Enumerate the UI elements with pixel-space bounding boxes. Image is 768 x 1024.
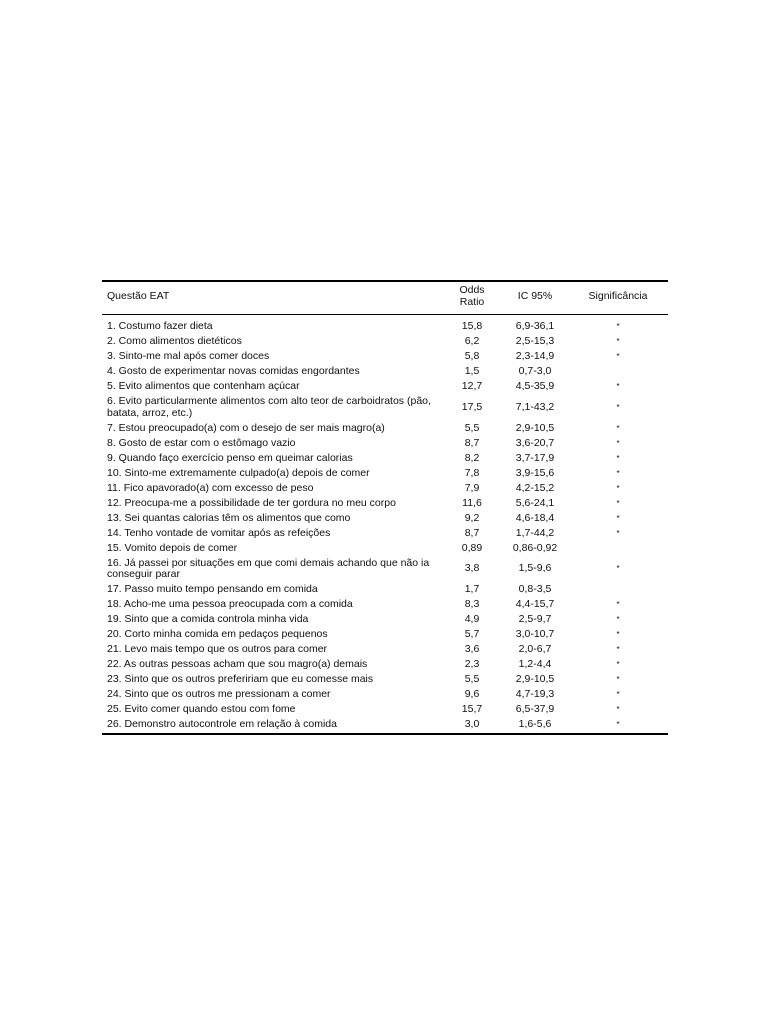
cell-odds-ratio: 8,7 [464, 526, 480, 539]
eat-odds-ratio-table [102, 280, 668, 735]
cell-significance: * [616, 630, 620, 639]
cell-significance: * [616, 382, 620, 391]
cell-question: 13. Sei quantas calorias têm os alimentos que como [107, 511, 351, 524]
cell-significance: * [616, 705, 620, 714]
cell-odds-ratio: 12,7 [461, 380, 483, 392]
cell-question: 8. Gosto de estar com o estômago vazio [107, 436, 296, 449]
cell-ic95: 2,3-14,9 [515, 350, 555, 362]
cell-odds-ratio: 5,8 [464, 350, 480, 362]
cell-odds-ratio: 5,5 [464, 673, 480, 685]
table-row [102, 658, 668, 673]
table-row [102, 526, 668, 541]
cell-question: 12. Preocupa-me a possibilidade de ter gordura no meu corpo [107, 496, 396, 509]
table-row [102, 643, 668, 658]
table-row [102, 466, 668, 481]
table-row [102, 380, 668, 395]
table-row [102, 421, 668, 436]
cell-ic95: 1,7-44,2 [515, 526, 555, 539]
cell-ic95: 0,86-0,92 [512, 541, 558, 554]
table-row [102, 335, 668, 350]
header-significance: Significância [588, 289, 648, 302]
header-odds-ratio [442, 281, 502, 315]
cell-ic95: 0,8-3,5 [518, 583, 552, 595]
cell-ic95: 2,5-9,7 [518, 613, 552, 625]
cell-odds-ratio: 3,8 [464, 562, 480, 575]
table-row [102, 365, 668, 380]
cell-question: 3. Sinto-me mal após comer doces [107, 350, 270, 362]
cell-ic95: 1,6-5,6 [518, 718, 552, 730]
cell-ic95: 3,9-15,6 [515, 466, 555, 479]
cell-ic95: 2,0-6,7 [518, 643, 552, 655]
cell-ic95: 0,7-3,0 [518, 365, 552, 377]
cell-significance [568, 541, 668, 556]
cell-significance: * [616, 483, 620, 493]
cell-question: 1. Costumo fazer dieta [107, 320, 213, 332]
cell-ic95: 2,9-10,5 [515, 673, 555, 685]
cell-significance: * [616, 402, 620, 412]
cell-ic95: 1,5-9,6 [518, 562, 552, 575]
cell-odds-ratio: 15,7 [461, 703, 483, 715]
cell-ic95: 4,6-18,4 [515, 511, 555, 524]
cell-ic95: 4,4-15,7 [515, 598, 555, 610]
table-row [102, 481, 668, 496]
cell-question: 4. Gosto de experimentar novas comidas engordantes [107, 365, 360, 377]
table-row [102, 496, 668, 511]
cell-question: 11. Fico apavorado(a) com excesso de peso [107, 481, 314, 494]
cell-question: 26. Demonstro autocontrole em relação à comida [107, 718, 337, 730]
cell-significance: * [616, 322, 620, 331]
cell-question: 20. Corto minha comida em pedaços pequenos [107, 628, 328, 640]
cell-significance: * [616, 438, 620, 448]
cell-odds-ratio: 1,5 [464, 365, 480, 377]
table-row [102, 541, 668, 556]
cell-question: 10. Sinto-me extremamente culpado(a) depois de comer [107, 466, 370, 479]
header-question: Questão EAT [107, 289, 170, 302]
cell-ic95: 4,5-35,9 [515, 380, 555, 392]
header-odds-ratio-label: Odds Ratio [459, 284, 485, 308]
header-row [102, 281, 668, 315]
cell-odds-ratio: 1,7 [464, 583, 480, 595]
cell-significance: * [616, 468, 620, 478]
cell-odds-ratio: 5,5 [464, 421, 480, 434]
table-row [102, 451, 668, 466]
cell-ic95: 1,2-4,4 [518, 658, 552, 670]
cell-odds-ratio: 3,0 [464, 718, 480, 730]
table-row [102, 556, 668, 583]
cell-significance: * [616, 600, 620, 609]
cell-significance: * [616, 645, 620, 654]
table-row [102, 613, 668, 628]
cell-significance: * [616, 564, 620, 574]
table-row [102, 395, 668, 422]
cell-ic95: 3,6-20,7 [515, 436, 555, 449]
cell-significance [568, 583, 668, 598]
cell-significance: * [616, 660, 620, 669]
header-ic95: IC 95% [517, 289, 553, 302]
cell-odds-ratio: 0,89 [461, 541, 483, 554]
cell-odds-ratio: 4,9 [464, 613, 480, 625]
cell-question: 2. Como alimentos dietéticos [107, 335, 242, 347]
cell-question: 23. Sinto que os outros prefeririam que eu comesse mais [107, 673, 374, 685]
cell-significance: * [616, 615, 620, 624]
cell-odds-ratio: 17,5 [461, 400, 483, 413]
cell-question: 14. Tenho vontade de vomitar após as refeições [107, 526, 331, 539]
cell-question: 21. Levo mais tempo que os outros para comer [107, 643, 328, 655]
cell-ic95: 4,7-19,3 [515, 688, 555, 700]
cell-question: 7. Estou preocupado(a) com o desejo de ser mais magro(a) [107, 421, 385, 434]
table-row [102, 598, 668, 613]
cell-question: 18. Acho-me uma pessoa preocupada com a comida [107, 598, 353, 610]
cell-question: 19. Sinto que a comida controla minha vida [107, 613, 309, 625]
cell-question: 6. Evito particularmente alimentos com alto teor de carboidratos (pão, batata, arroz, etc.) [107, 395, 431, 419]
eat-odds-ratio-table-container [102, 280, 668, 735]
cell-significance: * [616, 453, 620, 463]
cell-question: 16. Já passei por situações em que comi demais achando que não ia conseguir parar [107, 556, 430, 580]
cell-odds-ratio: 3,6 [464, 643, 480, 655]
cell-question: 5. Evito alimentos que contenham açúcar [107, 380, 300, 392]
table-row [102, 628, 668, 643]
table-row [102, 673, 668, 688]
cell-odds-ratio: 6,2 [464, 335, 480, 347]
cell-odds-ratio: 8,7 [464, 436, 480, 449]
cell-odds-ratio: 9,6 [464, 688, 480, 700]
cell-significance: * [616, 690, 620, 699]
cell-ic95: 3,0-10,7 [515, 628, 555, 640]
cell-ic95: 7,1-43,2 [515, 400, 555, 413]
cell-ic95: 2,9-10,5 [515, 421, 555, 434]
cell-significance: * [616, 720, 620, 729]
cell-question: 25. Evito comer quando estou com fome [107, 703, 296, 715]
cell-odds-ratio: 8,2 [464, 451, 480, 464]
cell-question: 9. Quando faço exercício penso em queimar calorias [107, 451, 353, 464]
table-row [102, 315, 668, 335]
cell-odds-ratio: 2,3 [464, 658, 480, 670]
cell-odds-ratio: 7,9 [464, 481, 480, 494]
cell-significance: * [616, 675, 620, 684]
table-body [102, 315, 668, 734]
cell-ic95: 3,7-17,9 [515, 451, 555, 464]
cell-question: 17. Passo muito tempo pensando em comida [107, 583, 318, 595]
table-row [102, 688, 668, 703]
cell-significance [568, 365, 668, 380]
cell-question: 22. As outras pessoas acham que sou magro(a) demais [107, 658, 368, 670]
table-row [102, 436, 668, 451]
cell-significance: * [616, 337, 620, 346]
cell-ic95: 6,9-36,1 [515, 320, 555, 332]
cell-significance: * [616, 513, 620, 523]
table-row [102, 511, 668, 526]
cell-odds-ratio: 15,8 [461, 320, 483, 332]
cell-ic95: 2,5-15,3 [515, 335, 555, 347]
cell-significance: * [616, 498, 620, 508]
cell-question: 24. Sinto que os outros me pressionam a comer [107, 688, 331, 700]
cell-significance: * [616, 528, 620, 538]
cell-odds-ratio: 5,7 [464, 628, 480, 640]
table-row [102, 718, 668, 734]
cell-question: 15. Vomito depois de comer [107, 541, 238, 554]
table-row [102, 583, 668, 598]
table-row [102, 350, 668, 365]
table-header [102, 281, 668, 315]
cell-ic95: 6,5-37,9 [515, 703, 555, 715]
cell-odds-ratio: 7,8 [464, 466, 480, 479]
cell-odds-ratio: 9,2 [464, 511, 480, 524]
cell-ic95: 4,2-15,2 [515, 481, 555, 494]
cell-significance: * [616, 352, 620, 361]
table-row [102, 703, 668, 718]
cell-odds-ratio: 11,6 [462, 496, 482, 509]
cell-ic95: 5,6-24,1 [515, 496, 555, 509]
cell-odds-ratio: 8,3 [464, 598, 480, 610]
cell-significance: * [616, 423, 620, 433]
